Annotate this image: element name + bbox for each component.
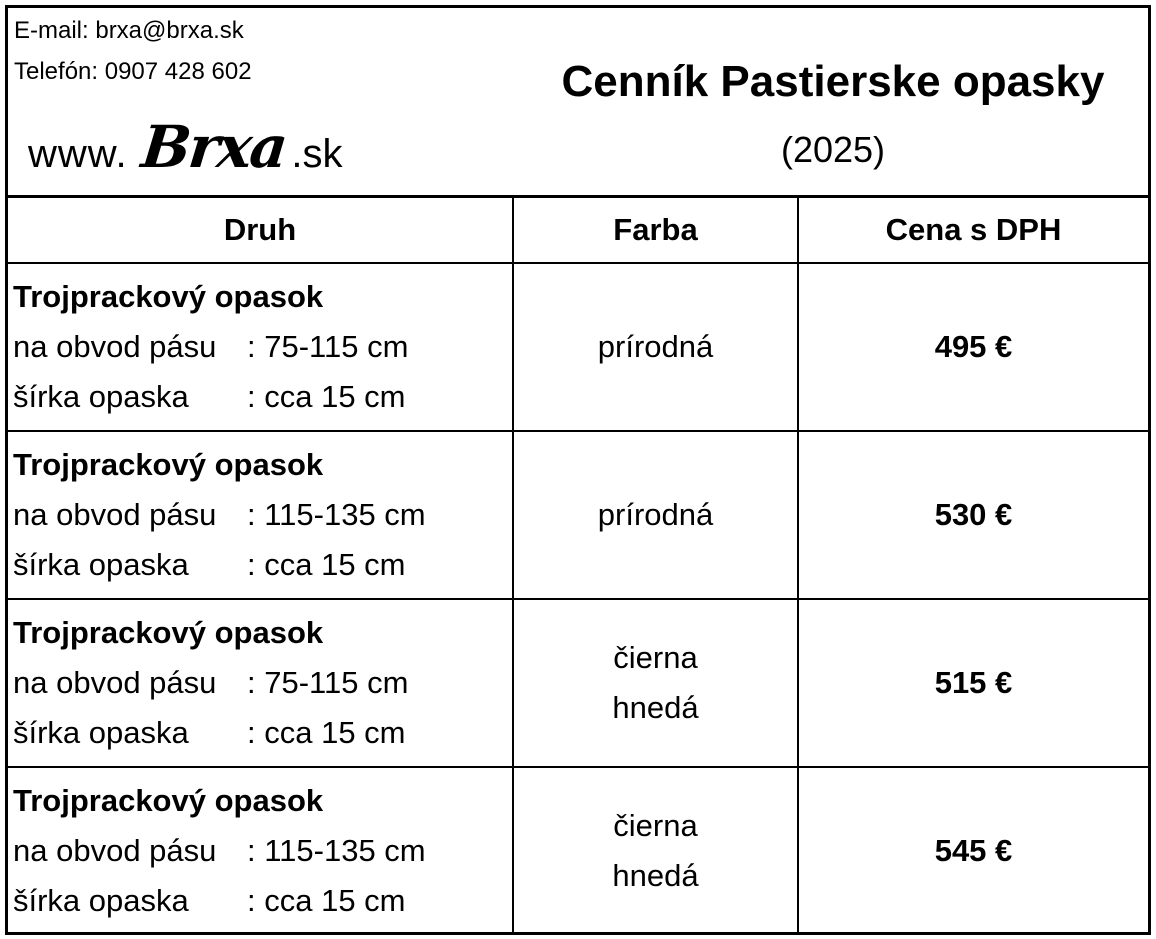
color-value: hnedá xyxy=(612,690,699,725)
table-row xyxy=(8,431,1148,599)
farba-cell xyxy=(513,431,798,599)
price-cell: 530 € xyxy=(798,431,1148,599)
waist-label: na obvod pásu xyxy=(13,329,217,364)
waist-value: : 75-115 cm xyxy=(247,329,409,364)
price-cell: 545 € xyxy=(798,767,1148,934)
width-spec xyxy=(13,372,512,422)
price-list-year: (2025) xyxy=(780,129,886,170)
druh-cell xyxy=(8,767,513,934)
website-prefix: www. xyxy=(28,132,128,176)
width-label: šírka opaska xyxy=(13,883,189,918)
waist-value: : 75-115 cm xyxy=(247,665,409,700)
width-value: : cca 15 cm xyxy=(247,883,406,918)
contact-email[interactable]: E-mail: brxa@brxa.sk xyxy=(14,17,244,44)
contact-phone[interactable]: Telefón: 0907 428 602 xyxy=(14,58,252,85)
price-cell: 515 € xyxy=(798,599,1148,767)
website-suffix: .sk xyxy=(291,132,343,176)
waist-spec xyxy=(13,322,512,372)
website-link[interactable] xyxy=(28,108,343,181)
waist-label: na obvod pásu xyxy=(13,833,217,868)
table-row xyxy=(8,767,1148,934)
farba-cell xyxy=(513,767,798,934)
color-value: prírodná xyxy=(597,329,714,364)
waist-spec xyxy=(13,658,512,708)
page-title: Cenník Pastierske opasky xyxy=(561,57,1105,106)
width-value: : cca 15 cm xyxy=(247,547,406,582)
column-header-farba: Farba xyxy=(513,198,798,263)
width-label: šírka opaska xyxy=(13,715,189,750)
brxa-logo: Brxa xyxy=(138,113,289,181)
waist-value: : 115-135 cm xyxy=(247,833,426,868)
color-value: prírodná xyxy=(597,497,714,532)
column-header-druh: Druh xyxy=(8,198,513,263)
price-table xyxy=(8,198,1148,934)
waist-value: : 115-135 cm xyxy=(247,497,426,532)
table-header-row xyxy=(8,198,1148,263)
product-name: Trojprackový opasok xyxy=(13,783,324,818)
druh-cell xyxy=(8,263,513,431)
color-value: čierna xyxy=(613,640,698,675)
width-spec xyxy=(13,708,512,758)
price-list-sheet xyxy=(5,5,1151,935)
druh-cell xyxy=(8,599,513,767)
waist-spec xyxy=(13,826,512,876)
width-value: : cca 15 cm xyxy=(247,715,406,750)
product-name: Trojprackový opasok xyxy=(13,615,324,650)
width-spec xyxy=(13,540,512,590)
farba-cell xyxy=(513,263,798,431)
product-name: Trojprackový opasok xyxy=(13,447,324,482)
farba-cell xyxy=(513,599,798,767)
header xyxy=(8,8,1148,198)
width-spec xyxy=(13,876,512,926)
column-header-cena: Cena s DPH xyxy=(798,198,1148,263)
product-name: Trojprackový opasok xyxy=(13,279,324,314)
width-label: šírka opaska xyxy=(13,379,189,414)
table-row xyxy=(8,263,1148,431)
price-cell: 495 € xyxy=(798,263,1148,431)
color-value: hnedá xyxy=(612,858,699,893)
table-row xyxy=(8,599,1148,767)
waist-spec xyxy=(13,490,512,540)
waist-label: na obvod pásu xyxy=(13,497,217,532)
druh-cell xyxy=(8,431,513,599)
width-value: : cca 15 cm xyxy=(247,379,406,414)
waist-label: na obvod pásu xyxy=(13,665,217,700)
color-value: čierna xyxy=(613,808,698,843)
width-label: šírka opaska xyxy=(13,547,189,582)
